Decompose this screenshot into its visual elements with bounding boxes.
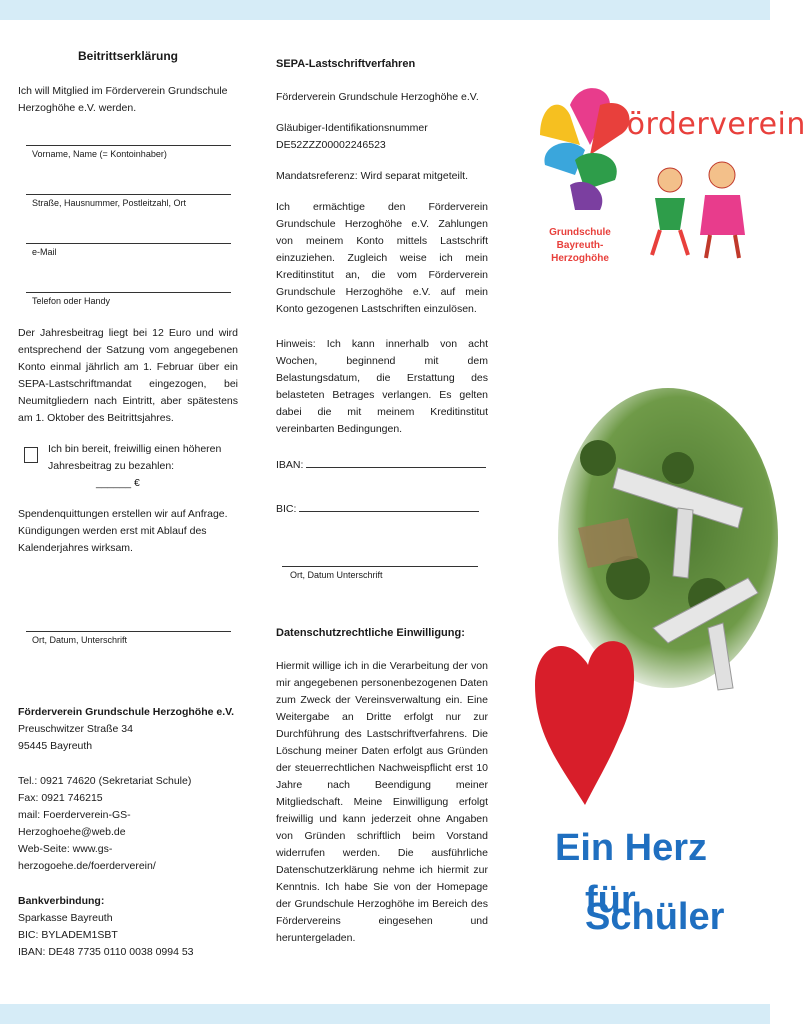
heart-icon — [530, 625, 640, 810]
logo-wordmark: Förderverein — [610, 107, 806, 142]
sepa-hint: Hinweis: Ich kann innerhalb von acht Wochen, beginnend mit dem Belastungsdatum, die Erstattung des belasteten Betrages verlangen. Es gelten dabei die mit meinem Kreditinstitut vereinbarten Bedingungen. — [276, 338, 488, 435]
org-city: 95445 Bayreuth — [18, 740, 93, 752]
school-line-1: Grundschule — [549, 227, 611, 238]
address-field-label: Straße, Hausnummer, Postleitzahl, Ort — [32, 198, 187, 208]
bank-iban: IBAN: DE48 7735 0110 0038 0994 53 — [18, 946, 194, 958]
bic-label: BIC: — [276, 503, 297, 515]
name-field-label: Vorname, Name (= Kontoinhaber) — [32, 149, 167, 159]
slogan-line-1: Ein Herz — [555, 827, 708, 869]
creditor-id-label: Gläubiger-Identifikationsnummer — [276, 122, 428, 134]
children-drawing-icon — [640, 150, 760, 260]
top-band — [0, 0, 770, 20]
donation-text: Spendenquittungen erstellen wir auf Anfrage. Kündigungen werden erst mit Ablauf des Kalenderjahres wirksam. — [18, 508, 228, 554]
membership-title: Beitrittserklärung — [77, 49, 179, 63]
sepa-signature-line[interactable] — [282, 566, 478, 567]
iban-label: IBAN: — [276, 459, 304, 471]
name-line[interactable] — [18, 133, 238, 146]
higher-fee-amount: ______ € — [96, 477, 140, 489]
mandate-reference: Mandatsreferenz: Wird separat mitgeteilt. — [276, 170, 468, 182]
school-line-2: Bayreuth-Herzoghöhe — [551, 240, 609, 264]
address-line[interactable] — [18, 182, 238, 195]
email-field-label: e-Mail — [32, 247, 57, 257]
org-name: Förderverein Grundschule Herzoghöhe e.V. — [18, 706, 235, 718]
school-name — [530, 226, 630, 265]
higher-fee-text: Ich bin bereit, freiwillig einen höheren Jahresbeitrag zu bezahlen: — [48, 443, 222, 472]
membership-intro: Ich will Mitglied im Förderverein Grundschule Herzoghöhe e.V. werden. — [18, 85, 228, 114]
sepa-authorization: Ich ermächtige den Förderverein Grundschule Herzoghöhe e.V. Zahlungen von meinem Konto mittels Lastschrift einzuziehen. Zugleich weise ich mein Kreditinstitut an, die vom Förderverein Grundschule Herzoghöhe e.V. auf mein Konto gezogenen Lastschriften einzulösen. — [276, 201, 488, 315]
org-street: Preuschwitzer Straße 34 — [18, 723, 133, 735]
bic-field[interactable] — [276, 500, 488, 518]
bank-name: Sparkasse Bayreuth — [18, 912, 113, 924]
member-signature-label: Ort, Datum, Unterschrift — [32, 635, 128, 645]
sepa-title: SEPA-Lastschriftverfahren — [276, 58, 416, 70]
higher-fee-option[interactable] — [18, 441, 238, 492]
higher-fee-checkbox[interactable] — [24, 447, 38, 463]
sepa-column — [276, 56, 488, 1020]
privacy-text: Hiermit willige ich in die Verarbeitung der von mir angegebenen personenbezogenen Daten zum Zweck der Vereinsverwaltung ein. Eine Weitergabe an Dritte erfolgt nur zur Durchführung des Lastschriftverfahrens. Die Löschung meiner Daten erfolgt aus Gründen der steuerrechtlichen Nachweispflicht erst 10 Jahre nach Beendigung meiner Mitgliedschaft. Meine Einwilligung erfolgt freiwillig und kann jederzeit ohne Angaben von Gründen schriftlich beim Vorstand widerrufen werden. Die ausführliche Datenschutzerklärung nehme ich hiermit zur Kenntnis. Ich habe Sie von der Homepage der Grundschule Herzoghöhe im Bereich des Fördervereins eingesehen und heruntergeladen. — [276, 660, 488, 944]
email-line[interactable] — [18, 231, 238, 244]
sepa-signature-label: Ort, Datum Unterschrift — [290, 570, 383, 580]
iban-field[interactable] — [276, 456, 488, 474]
cover-panel — [500, 20, 806, 1004]
membership-form-column — [18, 48, 238, 961]
phone-line[interactable] — [18, 280, 238, 293]
privacy-title: Datenschutzrechtliche Einwilligung: — [276, 627, 465, 639]
bank-title: Bankverbindung: — [18, 895, 105, 907]
iban-input-line[interactable] — [306, 456, 486, 468]
org-phone: Tel.: 0921 74620 (Sekretariat Schule) — [18, 775, 192, 787]
bank-bic: BIC: BYLADEM1SBT — [18, 929, 118, 941]
creditor-id: DE52ZZZ00002246523 — [276, 139, 386, 151]
slogan-line-2: für Schüler — [585, 879, 725, 938]
hands-logo-icon — [530, 75, 640, 215]
org-email: mail: Foerderverein-GS-Herzoghoehe@web.de — [18, 809, 131, 838]
org-website: Web-Seite: www.gs-herzogoehe.de/foerderverein/ — [18, 843, 156, 872]
bic-input-line[interactable] — [299, 500, 479, 512]
phone-field-label: Telefon oder Handy — [32, 296, 111, 306]
org-fax: Fax: 0921 746215 — [18, 792, 103, 804]
bottom-band — [0, 1004, 770, 1024]
creditor-name: Förderverein Grundschule Herzoghöhe e.V. — [276, 91, 479, 103]
fee-text: Der Jahresbeitrag liegt bei 12 Euro und wird entsprechend der Satzung vom angegebenen Konto einmal jährlich am 1. Februar über ein SEPA-Lastschriftmandat eingezogen, bei Neumitgliedern nach Eintritt, aber spätestens am 1. Oktober des Beitrittsjahres. — [18, 327, 238, 424]
member-signature-line[interactable] — [18, 619, 238, 632]
